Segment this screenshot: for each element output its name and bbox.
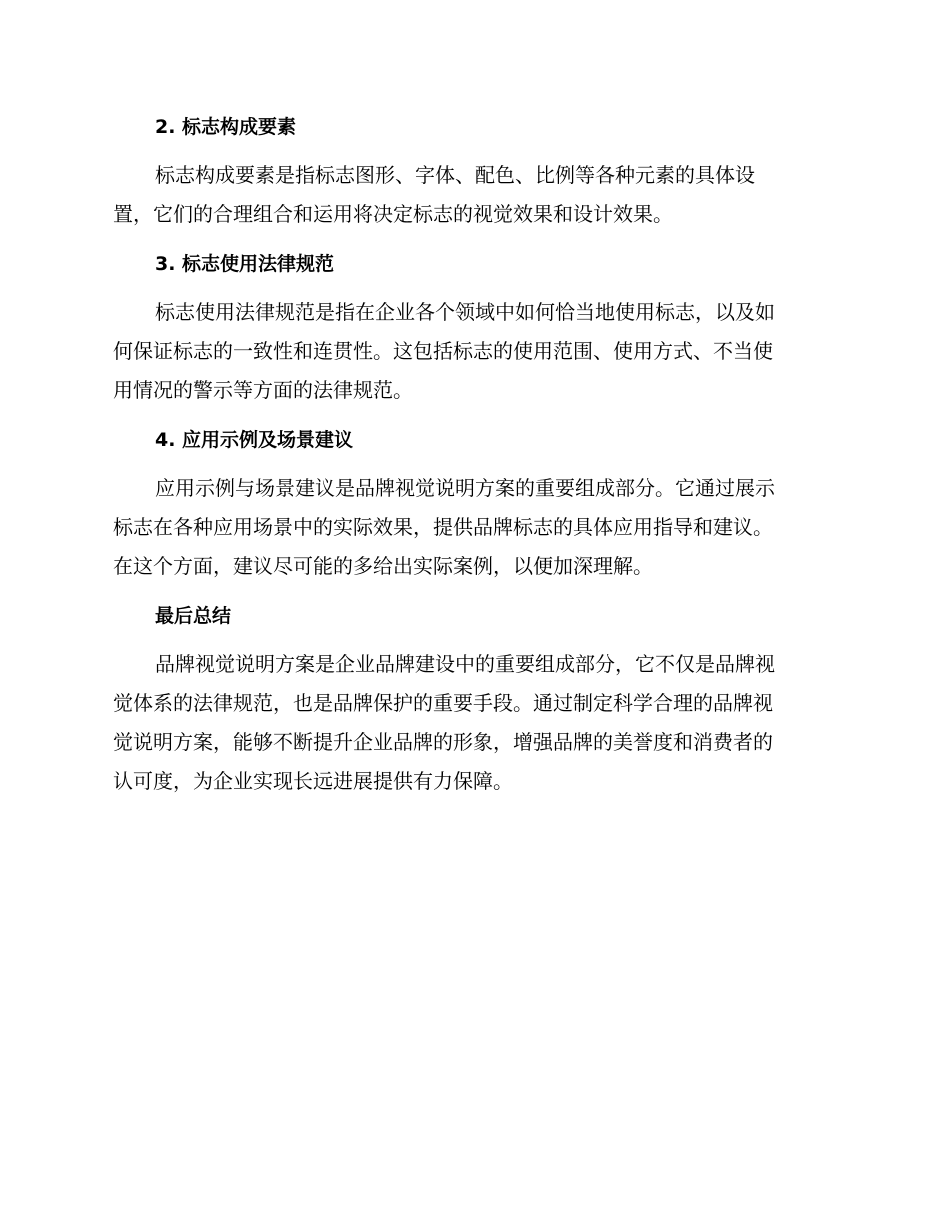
section-paragraph-logo-elements: 标志构成要素是指标志图形、字体、配色、比例等各种元素的具体设 置，它们的合理组合和运用将决定标志的视觉效果和设计效果。 (113, 163, 755, 226)
section-heading-logo-elements: 2. 标志构成要素 (155, 116, 297, 138)
document-body (113, 107, 831, 801)
section-paragraph-summary: 品牌视觉说明方案是企业品牌建设中的重要组成部分，它不仅是品牌视 觉体系的法律规范，也是品牌保护的重要手段。通过制定科学合理的品牌视 觉说明方案，能够不断提升企业品牌的形象，增强品牌的美誉度和消费者的 认可度，为企业实现长远进展提供有力保障。 (113, 652, 775, 793)
section-paragraph-application-examples: 应用示例与场景建议是品牌视觉说明方案的重要组成部分。它通过展示 标志在各种应用场景中的实际效果，提供品牌标志的具体应用指导和建议。 在这个方面，建议尽可能的多给出实际案例，以便加深理解。 (113, 476, 775, 578)
section-heading-summary: 最后总结 (155, 605, 232, 627)
section-heading-logo-legal-norms: 3. 标志使用法律规范 (155, 253, 335, 275)
section-heading-application-examples: 4. 应用示例及场景建议 (155, 429, 354, 451)
section-paragraph-logo-legal-norms: 标志使用法律规范是指在企业各个领域中如何恰当地使用标志，以及如 何保证标志的一致性和连贯性。这包括标志的使用范围、使用方式、不当使 用情况的警示等方面的法律规范。 (113, 300, 775, 402)
